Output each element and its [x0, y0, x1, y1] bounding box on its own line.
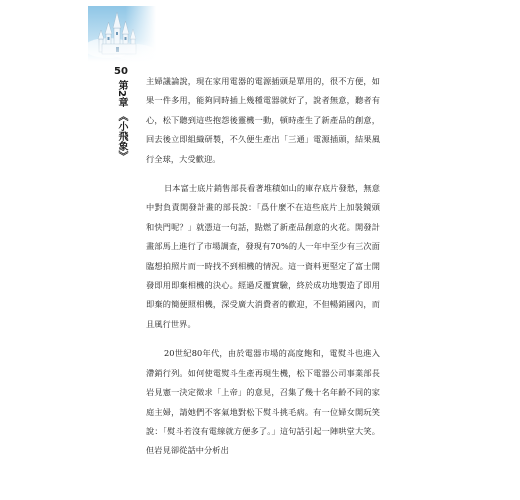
paragraph-1: 主婦議論說，現在家用電器的電源插頭是單用的，很不方便，如果一件多用，能夠同時插上幾種電器就好了，說者無意，聽者有心，松下聽到這些抱怨後靈機一動，頓時產生了新產品的創意，回去後立即組織研製，不久便生產出「三通」電源插頭，結果風行全球，大受歡迎。	[146, 76, 380, 164]
body-text	[146, 72, 380, 471]
chapter-title: 《小飛象》	[116, 110, 127, 161]
paragraph-2: 日本富士底片銷售部長看著堆積如山的庫存底片發愁，無意中對負責開發計畫的部長說：「爲什麼不在這些底片上加裝鏡頭和快門呢？」就憑這一句話，點燃了新產品創意的火花。開發計畫部馬上進行了市場調查，發現有70%的人一年中至少有三次面臨想拍照片而一時找不到相機的情況。這一資料更堅定了富士開發即用即棄相機的決心。經過反覆實驗，終於成功地製造了即用即棄的簡便照相機，深受廣大消費者的歡迎，不但暢銷國內，而且風行世界。	[146, 183, 380, 329]
chapter-label: 第2章	[116, 80, 127, 107]
castle-illustration	[88, 6, 156, 62]
page-margin-header	[110, 66, 132, 161]
paragraph-3: 20世紀80年代，由於電器市場的高度飽和，電熨斗也進入滯銷行列。如何使電熨斗生產再現生機，松下電器公司事業部長岩見憲一決定徵求「上帝」的意見，召集了幾十名年齡不同的家庭主婦，請她們不客氣地對松下熨斗挑毛病。有一位婦女開玩笑說：「熨斗若沒有電線就方便多了。」這句話引起一陣哄堂大笑。但岩見卻從話中分析出	[146, 348, 380, 456]
page-number: 50	[114, 66, 128, 77]
